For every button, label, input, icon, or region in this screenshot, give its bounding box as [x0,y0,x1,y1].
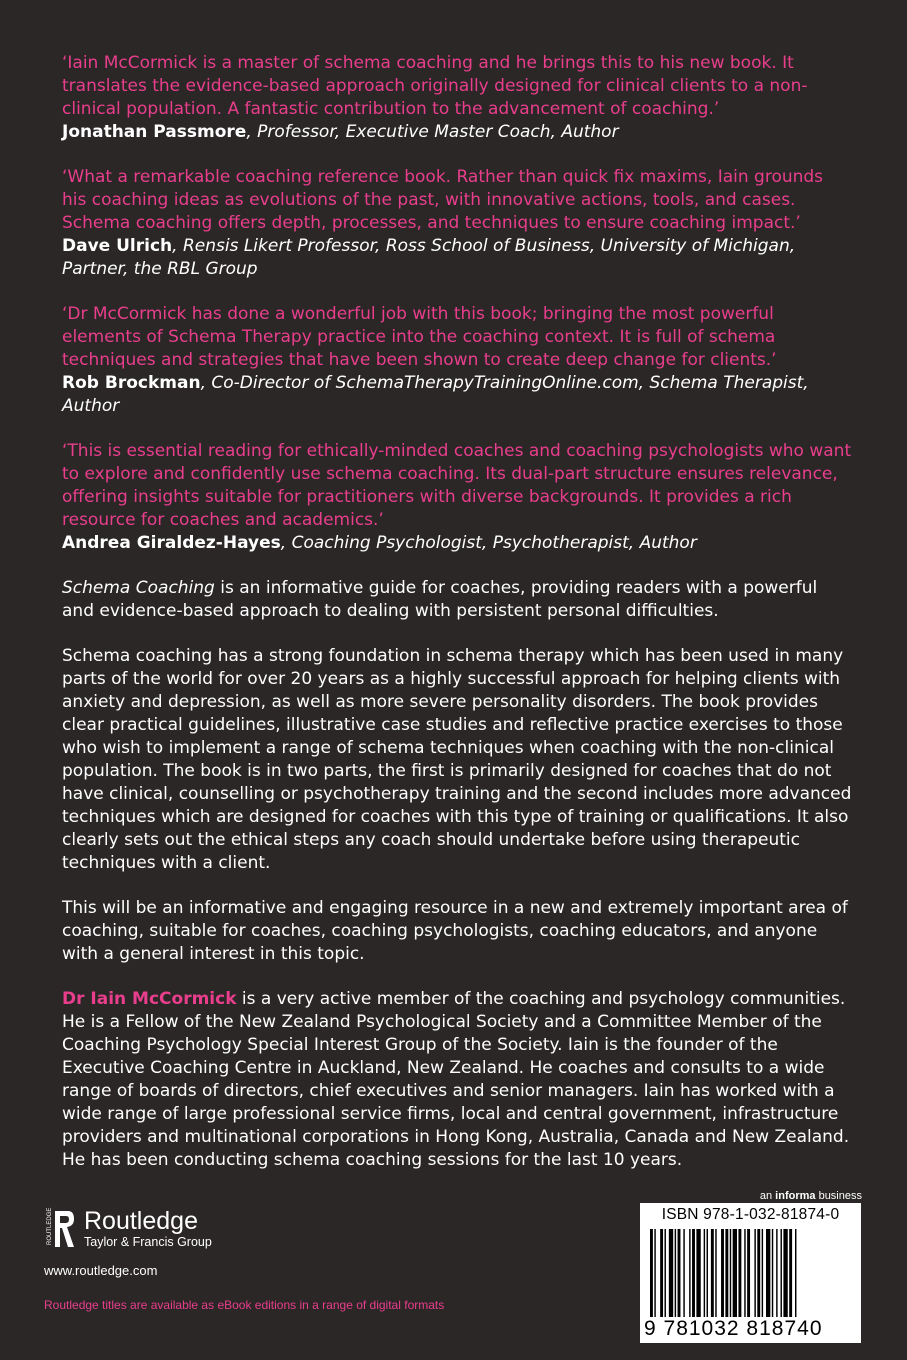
isbn-label: ISBN 978-1-032-81874-0 [661,1206,840,1223]
endorser-role: , Rensis Likert Professor, Ross School of Business, University of Michigan, Partner, the RBL Group [62,236,796,279]
endorsement-quote: ‘What a remarkable coaching reference book. Rather than quick fix maxims, Iain grounds his coaching ideas as evolutions of the past, with innovative actions, tools, and cases. Schema coaching offers depth, processes, and techniques to ensure coaching impact.’ [62,167,824,233]
barcode-bar [733,1229,737,1317]
endorsement-quote: ‘Iain McCormick is a master of schema coaching and he brings this to his new book. It translates the evidence-based approach originally designed for clinical clients to a non-clinical population. A fantastic contribution to the advancement of coaching.’ [62,53,808,119]
barcode-bar [744,1229,745,1317]
barcode-bar [757,1229,760,1317]
author-bio-text: is a very active member of the coaching and psychology communities. He is a Fellow of the New Zealand Psychological Society and a Committee Member of the Coaching Psychology Special Interest Group of the Society. Iain is the founder of the Executive Coaching Centre in Auckland, New Zealand. He coaches and consults to a wide range of boards of directors, chief executives and senior managers. Iain has worked with a wide range of large professional service firms, local and central government, infrastructure providers and multinational corporations in Hong Kong, Australia, Canada and New Zealand. He has been conducting schema coaching sessions for the last 10 years. [62,989,850,1170]
publisher-block [44,1205,484,1312]
barcode-bar [766,1229,770,1317]
barcode-bar [795,1229,796,1317]
barcode-bar [707,1229,708,1317]
endorser-name: Andrea Giraldez-Hayes [62,533,281,553]
routledge-vertical-label: ROUTLEDGE [47,1207,53,1245]
isbn-barcode [640,1203,861,1343]
barcode-bar [654,1229,655,1317]
barcode-bar [762,1229,763,1317]
barcode-bar [781,1229,782,1317]
barcode-bar [678,1229,681,1317]
endorsement-1 [62,52,852,144]
barcode-bar [747,1229,750,1317]
barcode-number: 9 781032 818740 [644,1317,823,1340]
routledge-logo-icon [44,1205,76,1253]
endorser-name: Rob Brockman [62,373,201,393]
endorsement-attribution [62,532,852,555]
barcode-bar [704,1229,705,1317]
author-bio [62,988,852,1172]
description-text: is an informative guide for coaches, providing readers with a powerful and evidence-based approach to dealing with persistent personal difficulties. [62,578,818,621]
endorser-role: , Coaching Psychologist, Psychotherapist, Author [280,533,697,553]
book-title: Schema Coaching [62,578,215,598]
endorsement-3 [62,303,852,418]
endorsement-quote: ‘Dr McCormick has done a wonderful job with this book; bringing the most powerful elements of Schema Therapy practice into the coaching context. It is full of schema techniques and strategies that have been shown to create deep change for clients.’ [62,304,777,370]
barcode-bar [669,1229,673,1317]
barcode-bar [689,1229,690,1317]
publisher-group: Taylor & Francis Group [84,1235,212,1249]
barcode-bar [692,1229,695,1317]
endorser-role: , Professor, Executive Master Coach, Author [246,122,619,142]
endorsement-2 [62,166,852,281]
barcode-bar [715,1229,716,1317]
barcode-bar [725,1229,728,1317]
routledge-logo [44,1205,484,1253]
barcode-bar [772,1229,773,1317]
description-paragraph-1 [62,577,852,623]
barcode-bar [783,1229,787,1317]
endorsement-attribution [62,121,852,144]
description-paragraph-3: This will be an informative and engaging resource in a new and extremely important area of coaching, suitable for coaches, coaching psychologists, coaching educators, and anyone with a general interest in this topic. [62,898,848,964]
endorser-role: , Co-Director of SchemaTherapyTrainingOnline.com, Schema Therapist, Author [62,373,809,416]
barcode-bar [665,1229,666,1317]
barcode-bar [738,1229,741,1317]
publisher-website: www.routledge.com [44,1263,158,1278]
barcode-bar [660,1229,663,1317]
endorser-name: Dave Ulrich [62,236,173,256]
publisher-brand: Routledge [84,1207,198,1235]
endorsement-4 [62,440,852,555]
barcode-bar [730,1229,731,1317]
barcode-bar [696,1229,700,1317]
barcode-bar [683,1229,684,1317]
barcode-bars [648,1229,853,1317]
barcode-bar [754,1229,755,1317]
informa-business-label: an informa business [759,1190,862,1202]
back-cover-content [62,52,852,1194]
author-name: Dr Iain McCormick [62,989,237,1009]
barcode-bar [650,1229,653,1317]
endorser-name: Jonathan Passmore [62,122,247,142]
endorsement-attribution [62,235,852,281]
informa-brand: informa [775,1190,816,1202]
endorsement-attribution [62,372,852,418]
barcode-bar [675,1229,676,1317]
description-paragraph-2: Schema coaching has a strong foundation in schema therapy which has been used in many parts of the world for over 20 years as a highly successful approach for helping clients with anxiety and depression, as well as more severe personality disorders. The book provides clear practical guidelines, illustrative case studies and reflective practice exercises to those who wish to implement a range of schema techniques when coaching with the non-clinical population. The book is in two parts, the first is primarily designed for coaches that do not have clinical, counselling or psychotherapy training and the second includes more advanced techniques which are designed for coaches with this type of training or qualifications. It also clearly sets out the ethical steps any coach should undertake before using therapeutic techniques with a client. [62,646,852,873]
endorsement-quote: ‘This is essential reading for ethically-minded coaches and coaching psychologists who want to explore and confidently use schema coaching. Its dual-part structure ensures relevance, offering insights suitable for practitioners with diverse backgrounds. It provides a rich resource for coaches and academics.’ [62,441,852,530]
barcode-bar [789,1229,792,1317]
barcode-bar [711,1229,714,1317]
barcode-bar [721,1229,724,1317]
ebook-note: Routledge titles are available as eBook editions in a range of digital formats [44,1298,445,1312]
barcode-bar [776,1229,777,1317]
